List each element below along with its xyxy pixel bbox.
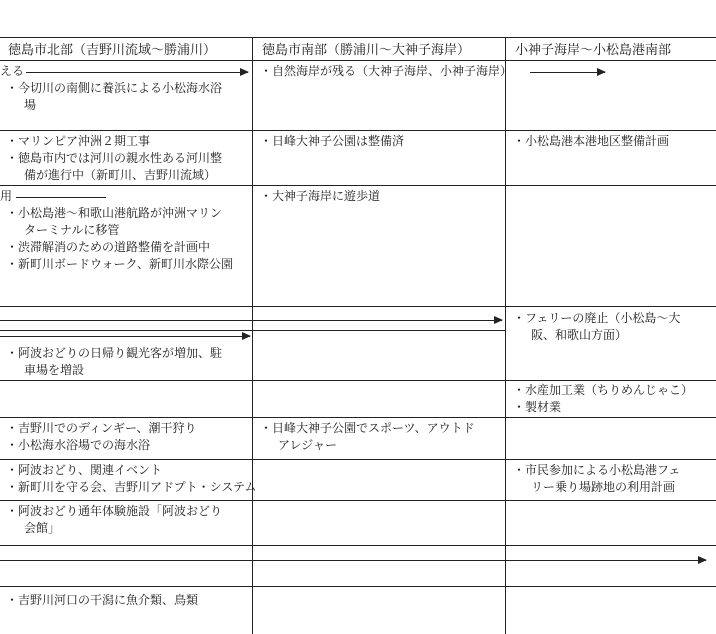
row-divider <box>0 130 716 131</box>
row-divider <box>0 185 716 186</box>
continuation-arrow <box>530 72 605 73</box>
row-divider <box>0 500 716 501</box>
row-divider <box>0 330 505 331</box>
row-lead-text: える <box>0 64 25 78</box>
cell-item-continuation: 備が進行中（新町川、吉野川流域） <box>24 168 217 182</box>
cell-item: ・ 阿波おどり、関連イベント <box>8 462 256 479</box>
cell-item: ・ 水産加工業（ちりめんじゃこ） <box>515 382 693 399</box>
north-cell <box>8 462 256 496</box>
cell-item: ・ 吉野川でのディンギー、潮干狩り <box>8 420 197 437</box>
cell-item-continuation: 会館」 <box>24 521 61 535</box>
row-divider <box>0 459 716 460</box>
cell-item: ・ 大神子海岸に遊歩道 <box>262 188 380 205</box>
cell-item: ・ 日峰大神子公園は整備済 <box>262 133 404 150</box>
south-cell <box>262 188 380 205</box>
north-cell <box>8 345 222 379</box>
cell-item: ・ 吉野川河口の干潟に魚介類、鳥類 <box>8 592 198 609</box>
port-cell <box>515 462 680 496</box>
cell-item: ・ フェリーの廃止（小松島～大 <box>515 310 680 327</box>
cell-item: ・ 製材業 <box>515 399 693 416</box>
south-cell <box>262 420 475 454</box>
cell-item: ・ 小松島港本港地区整備計画 <box>515 133 669 150</box>
cell-item-continuation: ターミナルに移管 <box>24 223 120 237</box>
row-lead-text: 用 <box>0 189 13 203</box>
north-cell <box>8 205 233 273</box>
cell-item: ・ 阿波おどりの日帰り観光客が増加、駐 <box>8 345 222 362</box>
continuation-arrow <box>0 560 706 561</box>
cell-item: ・ マリンピア沖洲２期工事 <box>8 133 222 150</box>
south-cell <box>262 63 512 80</box>
north-cell <box>8 420 197 454</box>
cell-item: ・ 小松島港～和歌山港航路が沖洲マリン <box>8 205 233 222</box>
continuation-arrow <box>0 336 250 337</box>
port-cell <box>515 310 680 344</box>
cell-item: ・ 小松海水浴場での海水浴 <box>8 437 197 454</box>
row-divider <box>0 545 716 546</box>
cell-item: ・ 徳島市内では河川の親水性ある河川整 <box>8 150 222 167</box>
cell-item: ・ 自然海岸が残る（大神子海岸、小神子海岸） <box>262 63 512 80</box>
port-cell <box>515 133 669 150</box>
table-top-border <box>0 37 716 38</box>
cell-item: ・ 渋滞解消のための道路整備を計画中 <box>8 239 233 256</box>
column-header-south: 徳島市南部（勝浦川～大神子海岸） <box>262 43 471 58</box>
row-divider <box>0 417 716 418</box>
cell-item: ・ 阿波おどり通年体験施設「阿波おどり <box>8 503 222 520</box>
cell-item: ・ 日峰大神子公園でスポーツ、アウトド <box>262 420 475 437</box>
column-header-north: 徳島市北部（吉野川流域～勝浦川） <box>8 43 217 58</box>
north-cell <box>8 133 222 184</box>
cell-item-continuation: アレジャー <box>278 438 337 452</box>
continuation-arrow <box>0 320 502 321</box>
north-cell <box>8 503 222 537</box>
cell-item-continuation: 阪、和歌山方面） <box>531 328 628 342</box>
continuation-line <box>16 197 106 198</box>
continuation-arrow <box>26 72 248 73</box>
cell-item: ・ 市民参加による小松島港フェ <box>515 462 680 479</box>
cell-item: ・ 今切川の南側に養浜による小松海水浴 <box>8 80 222 97</box>
north-cell <box>8 80 222 114</box>
port-cell <box>515 382 693 416</box>
cell-item: ・ 新町川ボードウォーク、新町川水際公園 <box>8 256 233 273</box>
cell-item-continuation: 車場を増設 <box>24 363 85 377</box>
south-cell <box>262 133 404 150</box>
row-divider <box>0 380 716 381</box>
cell-item: ・ 新町川を守る会、吉野川アドプト・システム <box>8 479 256 496</box>
column-header-port: 小神子海岸～小松島港南部 <box>515 43 672 58</box>
row-divider <box>0 306 716 307</box>
row-divider <box>0 586 716 587</box>
north-cell <box>8 592 198 609</box>
cell-item-continuation: 場 <box>24 98 37 112</box>
cell-item-continuation: リー乗り場跡地の利用計画 <box>531 480 676 494</box>
